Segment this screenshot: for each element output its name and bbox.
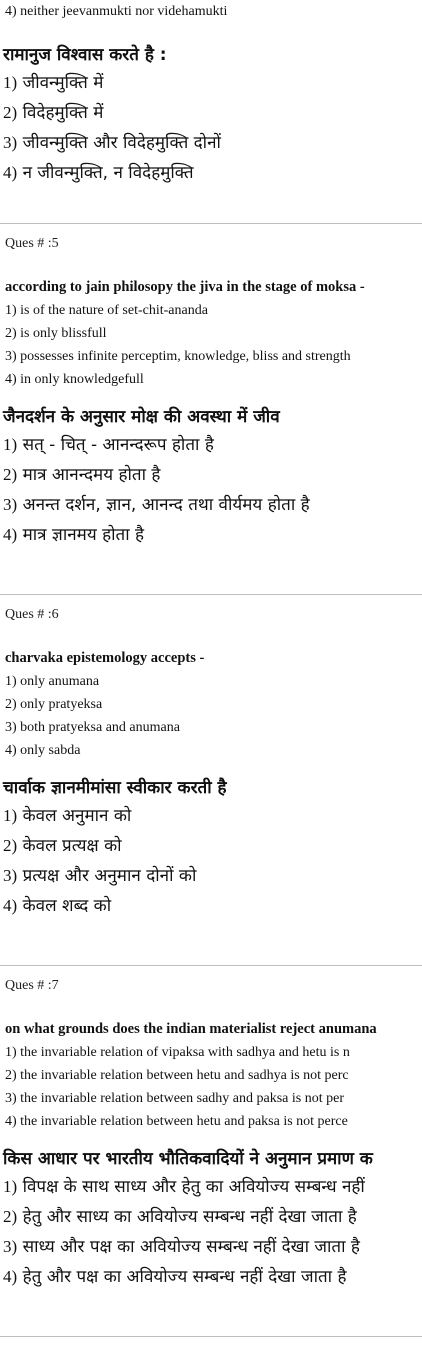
hi-question-title: रामानुज विश्वास करते है : (3, 45, 167, 65)
hi-option-4: 4) मात्र ज्ञानमय होता है (3, 525, 145, 545)
en-option-4: 4) only sabda (5, 743, 81, 758)
hi-option-1: 1) विपक्ष के साथ साध्य और हेतु का अवियोज्य सम्बन्ध नहीं (3, 1177, 365, 1197)
en-question-text: according to jain philosopy the jiva in the stage of moksa - (5, 279, 365, 295)
hi-option-1: 1) सत् - चित् - आनन्दरूप होता है (3, 435, 214, 455)
hi-option-3: 3) जीवन्मुक्ति और विदेहमुक्ति दोनों (3, 133, 221, 153)
hi-option-4: 4) केवल शब्द को (3, 896, 112, 916)
en-question-text: charvaka epistemology accepts - (5, 650, 205, 666)
hi-option-1: 1) केवल अनुमान को (3, 806, 132, 826)
hi-option-3: 3) साध्य और पक्ष का अवियोज्य सम्बन्ध नहीं देखा जाता है (3, 1237, 360, 1257)
en-option-2: 2) only pratyeksa (5, 697, 103, 712)
hi-option-2: 2) हेतु और साध्य का अवियोज्य सम्बन्ध नहीं देखा जाता है (3, 1207, 357, 1227)
divider (0, 594, 422, 595)
en-option-3: 3) possesses infinite perceptim, knowledge, bliss and strength (5, 349, 351, 364)
question-4-tail (0, 0, 422, 188)
en-option-1: 1) is of the nature of set-chit-ananda (5, 303, 208, 318)
en-option-2: 2) the invariable relation between hetu and sadhya is not perc (5, 1068, 349, 1083)
en-option-4: 4) the invariable relation between hetu and paksa is not perce (5, 1114, 348, 1129)
hi-option-2: 2) विदेहमुक्ति में (3, 103, 104, 123)
hi-option-4: 4) हेतु और पक्ष का अवियोज्य सम्बन्ध नहीं देखा जाता है (3, 1267, 347, 1287)
question-6 (0, 605, 422, 921)
en-option-3: 3) both pratyeksa and anumana (5, 720, 180, 735)
question-5 (0, 234, 422, 550)
en-option-4: 4) neither jeevanmukti nor videhamukti (5, 4, 228, 19)
en-option-1: 1) only anumana (5, 674, 100, 689)
hi-option-1: 1) जीवन्मुक्ति में (3, 73, 104, 93)
hi-option-2: 2) केवल प्रत्यक्ष को (3, 836, 122, 856)
hi-option-3: 3) अनन्त दर्शन, ज्ञान, आनन्द तथा वीर्यमय होता है (3, 495, 310, 515)
hi-option-2: 2) मात्र आनन्दमय होता है (3, 465, 161, 485)
question-label: Ques # :6 (5, 607, 59, 622)
en-question-text: on what grounds does the indian materialist reject anumana (5, 1021, 377, 1037)
hi-option-4: 4) न जीवन्मुक्ति, न विदेहमुक्ति (3, 163, 194, 183)
hi-option-3: 3) प्रत्यक्ष और अनुमान दोनों को (3, 866, 197, 886)
en-option-2: 2) is only blissfull (5, 326, 107, 341)
question-label: Ques # :7 (5, 978, 59, 993)
hi-question-title: चार्वाक ज्ञानमीमांसा स्वीकार करती है (3, 778, 227, 798)
en-option-3: 3) the invariable relation between sadhy and paksa is not per (5, 1091, 344, 1106)
question-label: Ques # :5 (5, 236, 59, 251)
en-option-1: 1) the invariable relation of vipaksa with sadhya and hetu is n (5, 1045, 350, 1060)
question-7 (0, 976, 422, 1292)
hi-question-title: किस आधार पर भारतीय भौतिकवादियों ने अनुमान प्रमाण क (3, 1149, 373, 1169)
hi-question-title: जैनदर्शन के अनुसार मोक्ष की अवस्था में जीव (3, 407, 280, 427)
divider (0, 1336, 422, 1337)
divider (0, 965, 422, 966)
divider (0, 223, 422, 224)
en-option-4: 4) in only knowledgefull (5, 372, 144, 387)
